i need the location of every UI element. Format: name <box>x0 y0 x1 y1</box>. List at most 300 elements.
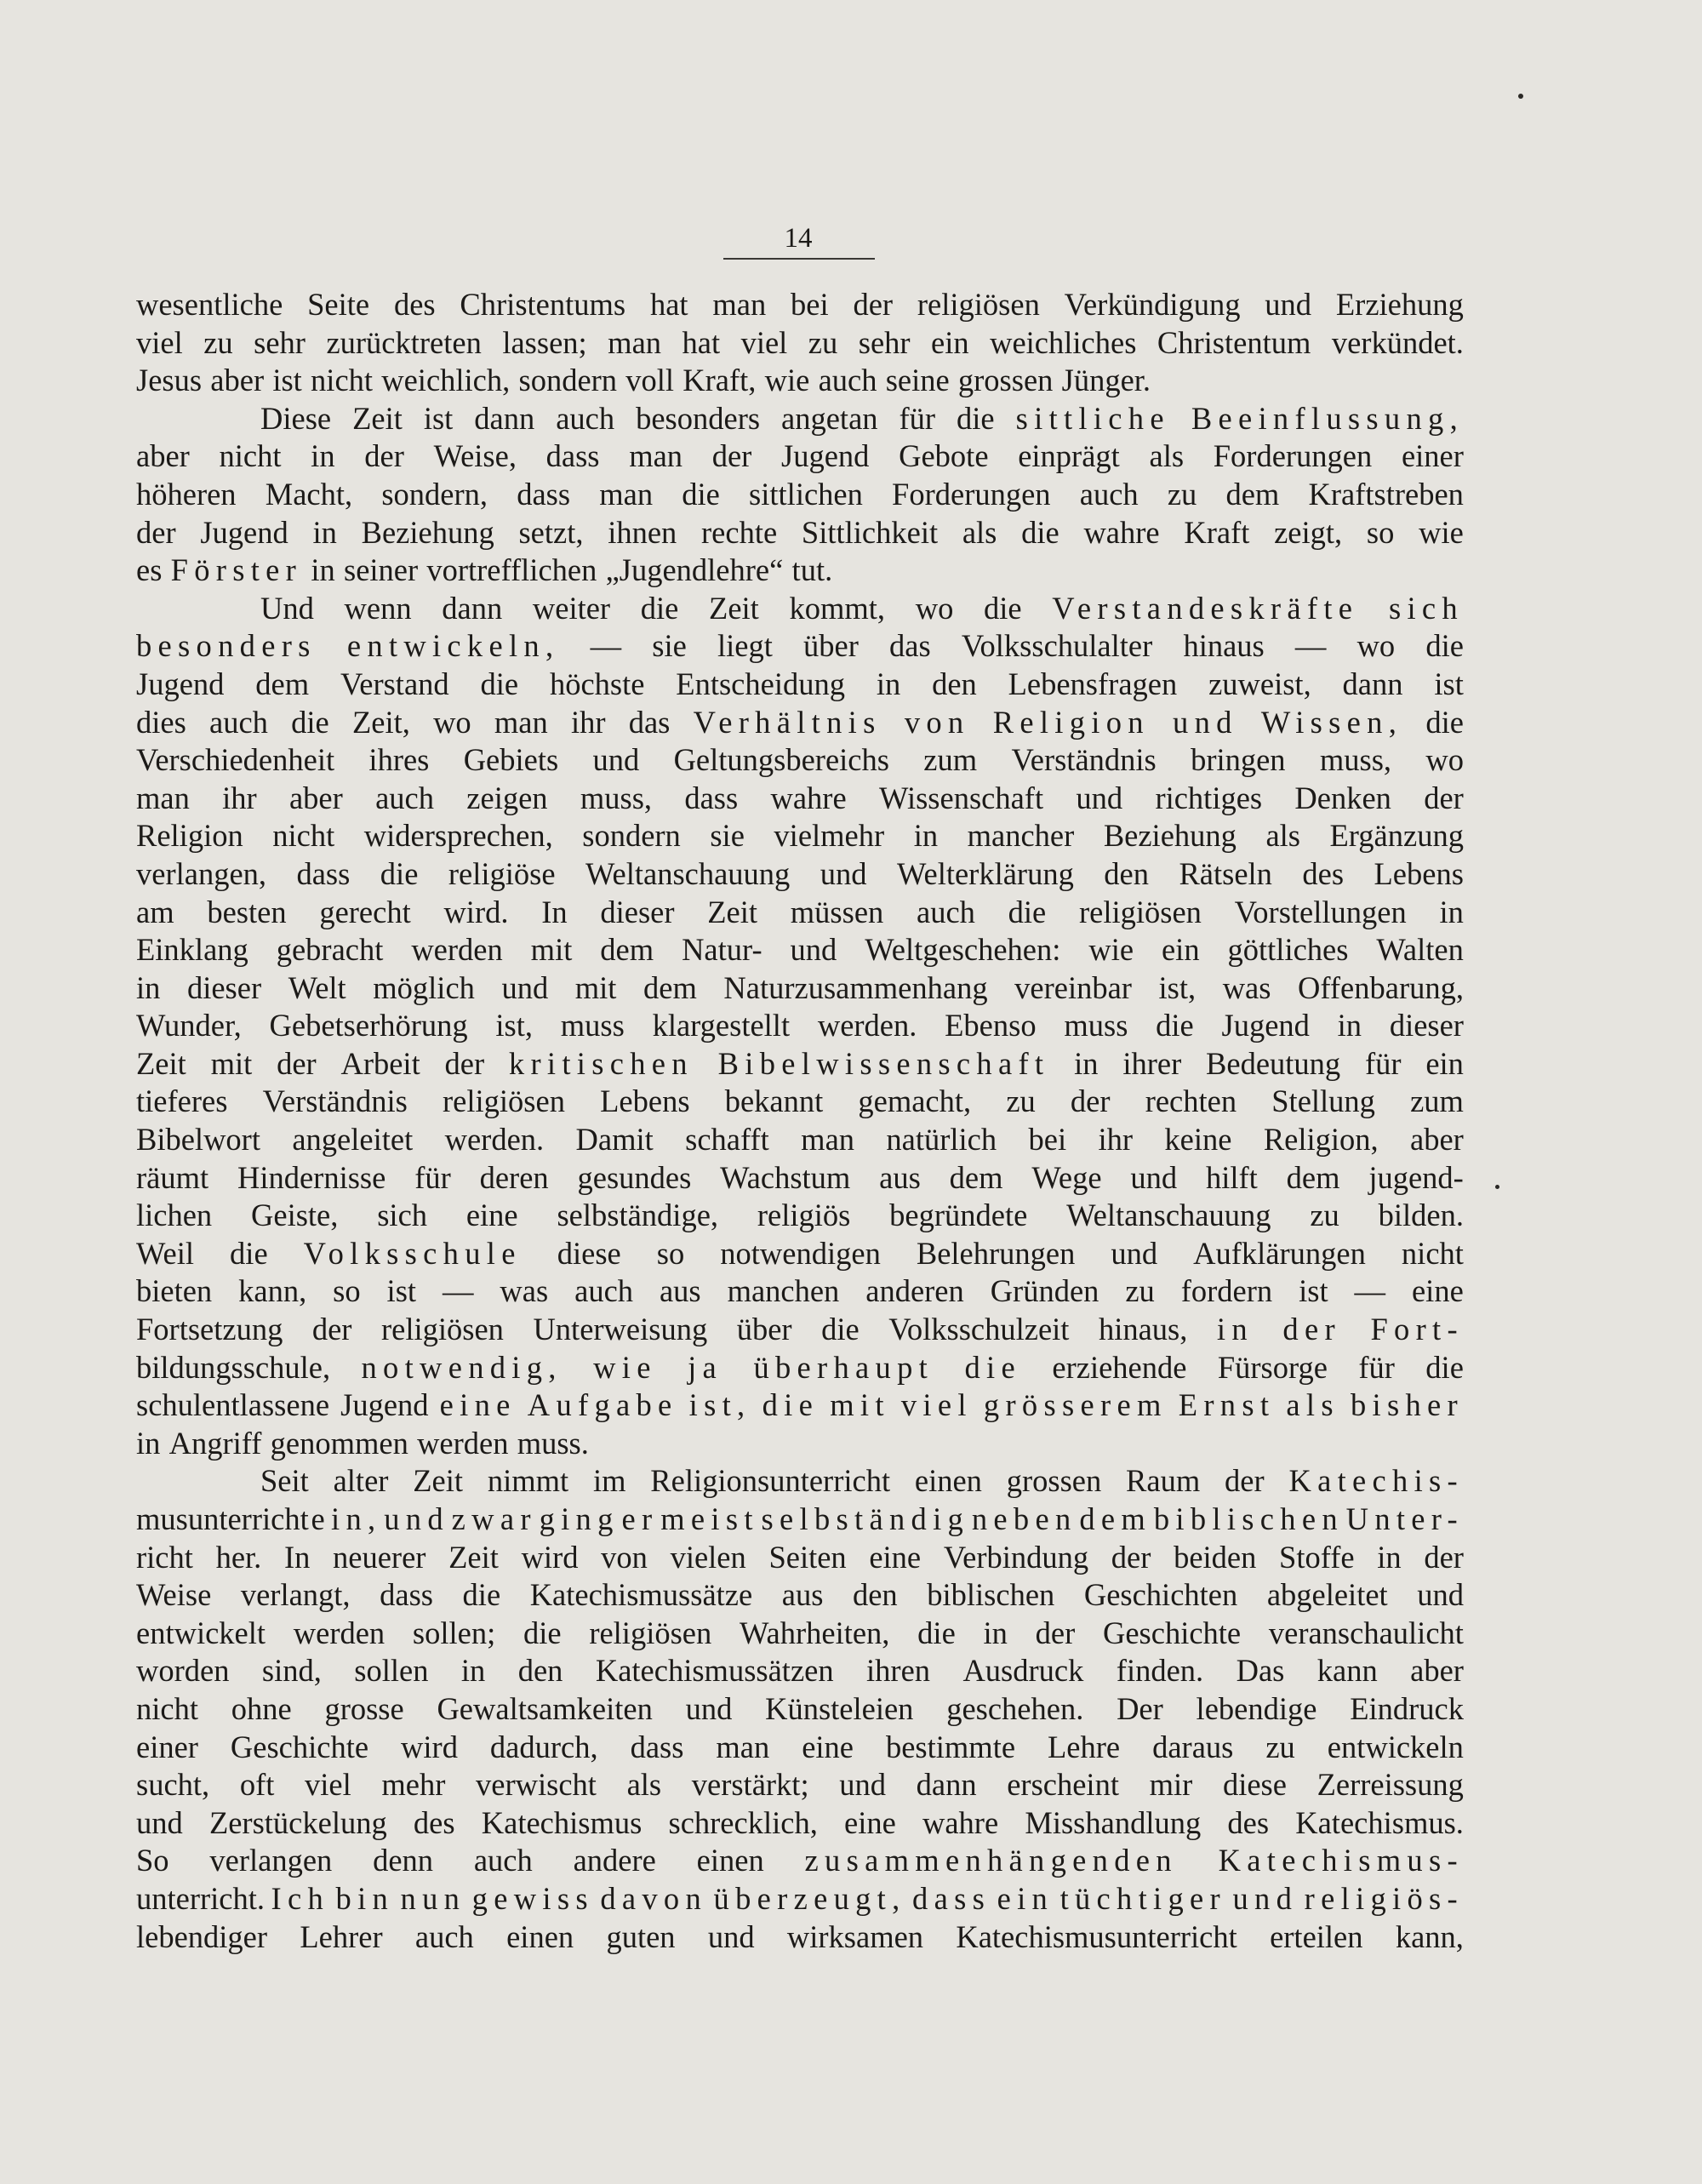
word: Jugend <box>136 666 225 701</box>
word: werden <box>417 1425 509 1461</box>
word: Ebenso <box>945 1008 1037 1043</box>
word: einen <box>506 1918 574 1954</box>
word: hat <box>649 287 688 322</box>
text-line <box>136 894 1464 932</box>
word: göttliches <box>1227 932 1349 968</box>
word: weichliches <box>990 324 1137 360</box>
word: man <box>136 780 190 815</box>
word: Christentums <box>460 287 626 322</box>
word: die <box>380 855 419 891</box>
scan-speck <box>1495 1185 1499 1189</box>
emphasized-word: nun <box>400 1880 466 1916</box>
word: hinaus, <box>1098 1312 1188 1347</box>
word: mancher <box>967 818 1075 854</box>
emphasized-word: notwendig, <box>361 1349 563 1385</box>
word: Weil <box>136 1235 195 1271</box>
emphasized-word: kritischen <box>508 1045 694 1081</box>
word: dass <box>684 780 739 815</box>
text-line <box>136 400 1464 438</box>
word: wahre <box>1083 514 1160 550</box>
emphasized-word: meist <box>660 1501 759 1536</box>
word: und <box>820 855 867 891</box>
word: besten <box>207 894 287 929</box>
word: auch <box>209 704 268 740</box>
word: Kraftstreben <box>1308 476 1464 512</box>
word: grossen <box>957 363 1054 398</box>
word: jugend- <box>1368 1159 1464 1195</box>
word: für <box>1364 1045 1402 1081</box>
word: dem <box>949 1159 1003 1195</box>
text-line <box>136 1121 1464 1159</box>
word: des <box>1302 855 1345 891</box>
text-line <box>136 1690 1464 1729</box>
word: Volksschulalter <box>961 628 1153 664</box>
word: die <box>1425 1349 1464 1385</box>
word: Welt <box>288 969 346 1005</box>
emphasized-word: Katechismus- <box>1218 1843 1464 1878</box>
emphasized-word: Volksschule <box>303 1235 522 1271</box>
word: Katechismus. <box>1295 1804 1464 1840</box>
word: verstärkt; <box>691 1767 809 1803</box>
word: seine <box>885 363 950 398</box>
emphasized-word: zusammenhängenden <box>804 1843 1178 1878</box>
word: keine <box>1164 1122 1232 1158</box>
word: worden <box>136 1653 230 1689</box>
word: Zeit <box>709 590 759 626</box>
word: mehr <box>381 1767 446 1803</box>
word: wirksamen <box>786 1918 924 1954</box>
word: in <box>1377 1539 1402 1575</box>
word: bei <box>791 287 829 322</box>
word: die <box>821 1312 860 1347</box>
word: mit <box>574 969 617 1005</box>
word: wie <box>1419 514 1464 550</box>
word: denn <box>373 1843 434 1878</box>
word: einen <box>914 1463 982 1499</box>
emphasized-word: viel <box>900 1387 973 1423</box>
word: aber <box>288 780 343 815</box>
word: lichen <box>136 1198 213 1233</box>
word: Lebens <box>1374 855 1464 891</box>
word: religiösen <box>443 1083 565 1119</box>
word: Lebens <box>600 1083 690 1119</box>
word: Macht, <box>265 476 353 512</box>
word: dass <box>545 438 600 474</box>
word: der <box>1424 1539 1464 1575</box>
emphasized-word: wie <box>593 1349 657 1385</box>
word: den <box>517 1653 563 1689</box>
word: viel <box>740 324 788 360</box>
text-line <box>136 1197 1464 1235</box>
text-line <box>136 704 1464 742</box>
word: Zeit <box>136 1045 186 1081</box>
text-line <box>136 666 1464 704</box>
word: in <box>460 1653 486 1689</box>
word: Fortsetzung <box>136 1312 283 1347</box>
word: vielen <box>670 1539 746 1575</box>
text-line <box>136 1235 1464 1273</box>
word: alter <box>333 1463 389 1499</box>
word: so <box>333 1273 361 1309</box>
word: die <box>1021 514 1059 550</box>
word: was <box>500 1273 549 1309</box>
text-line <box>136 741 1464 780</box>
word: der <box>444 1045 485 1081</box>
word: im <box>592 1463 626 1499</box>
word: einprägt <box>1018 438 1120 474</box>
word: Hindernisse <box>237 1159 386 1195</box>
word: dass <box>517 476 571 512</box>
word: dann <box>442 590 503 626</box>
word: Zeit <box>707 894 758 929</box>
word: eine <box>869 1539 922 1575</box>
text-line <box>136 1804 1464 1843</box>
word: Gebetserhörung <box>269 1008 468 1043</box>
word: Forderungen <box>892 476 1051 512</box>
word: die <box>682 476 720 512</box>
emphasized-word: ein <box>997 1880 1054 1916</box>
word: man <box>494 704 548 740</box>
emphasized-word: die <box>964 1349 1021 1385</box>
word: sollen <box>354 1653 429 1689</box>
word: Religionsunterricht <box>650 1463 891 1499</box>
word: so <box>1366 514 1395 550</box>
word: begründete <box>889 1198 1028 1233</box>
word: kann, <box>1395 1918 1464 1954</box>
word: tieferes <box>136 1083 228 1119</box>
word: wird <box>401 1729 458 1764</box>
word: eine <box>465 1198 518 1233</box>
word: die <box>1008 894 1047 929</box>
word: angeleitet <box>292 1122 414 1158</box>
word: Geschichte <box>1102 1615 1242 1650</box>
word: aber <box>1410 1653 1464 1689</box>
text-line <box>136 817 1464 855</box>
word: dem <box>255 666 310 701</box>
word: auch <box>574 1273 634 1309</box>
word: und <box>136 1804 183 1840</box>
word: in <box>983 1615 1008 1650</box>
word: Wissenschaft <box>878 780 1044 815</box>
word: Seiten <box>768 1539 847 1575</box>
word: so <box>656 1235 685 1271</box>
word: die <box>984 590 1022 626</box>
word: des <box>413 1804 455 1840</box>
word: zu <box>1006 1083 1036 1119</box>
word: als <box>962 514 997 550</box>
word: aber <box>1410 1122 1464 1158</box>
word: guten <box>606 1918 676 1954</box>
word: tut. <box>791 552 833 588</box>
word: zu <box>1167 476 1197 512</box>
emphasized-word: Verhältnis <box>693 704 882 740</box>
word: Jugend <box>200 514 288 550</box>
word: Seit <box>260 1463 309 1499</box>
text-line <box>136 1349 1464 1387</box>
word: genommen <box>270 1425 408 1461</box>
word: wo <box>433 704 471 740</box>
word: auch <box>414 1918 474 1954</box>
word: Bibelwort <box>136 1122 260 1158</box>
emphasized-word: biblischen <box>1153 1501 1344 1536</box>
text-line <box>136 1880 1464 1918</box>
word: Zerreissung <box>1316 1767 1464 1803</box>
word: Religion <box>136 818 243 854</box>
word: dieser <box>186 969 262 1005</box>
word: In <box>541 894 568 929</box>
word: muss. <box>517 1425 589 1461</box>
word: musunterricht <box>136 1501 309 1536</box>
word: Verstand <box>340 666 449 701</box>
word: dem <box>1286 1159 1340 1195</box>
text-line <box>136 1766 1464 1804</box>
word: Ausdruck <box>962 1653 1084 1689</box>
emphasized-word: Bibelwissenschaft <box>717 1045 1050 1081</box>
text-line <box>136 437 1464 476</box>
text-line <box>136 362 1464 400</box>
word: richtiges <box>1155 780 1263 815</box>
word: Gebote <box>899 438 989 474</box>
word: höchste <box>549 666 645 701</box>
word: wo <box>1425 742 1464 778</box>
word: kommt, <box>789 590 886 626</box>
word: das <box>628 704 671 740</box>
word: in <box>1337 1008 1362 1043</box>
word: zum <box>923 742 978 778</box>
text-line <box>136 1425 1464 1463</box>
word: die <box>462 1577 501 1613</box>
emphasized-word: sittliche <box>1015 400 1170 436</box>
word: religiösen <box>1078 894 1202 929</box>
word: Zeit <box>352 400 403 436</box>
word: zu <box>203 324 233 360</box>
word: Wege <box>1031 1159 1102 1195</box>
word: Geltungsbereichs <box>673 742 889 778</box>
word: muss, <box>580 780 653 815</box>
word: setzt, <box>518 514 584 550</box>
word: abgeleitet <box>1266 1577 1388 1613</box>
word: und <box>790 932 837 968</box>
emphasized-word: selbständig <box>761 1501 970 1536</box>
word: zeigen <box>466 780 548 815</box>
word: in <box>1439 894 1464 929</box>
text-line <box>136 476 1464 514</box>
word: aber <box>210 363 265 398</box>
word: andere <box>573 1843 656 1878</box>
word: religiösen <box>380 1312 504 1347</box>
emphasized-word: der <box>1282 1312 1341 1347</box>
word: man <box>599 476 654 512</box>
text-line <box>136 1386 1464 1425</box>
emphasized-word: dass <box>912 1880 991 1916</box>
word: zu <box>1265 1729 1295 1764</box>
word: kann, <box>238 1273 307 1309</box>
word: Belehrungen <box>916 1235 1076 1271</box>
word: Kraft, <box>683 363 757 398</box>
word: dann <box>1342 666 1403 701</box>
word: auch <box>473 1843 533 1878</box>
emphasized-word: als <box>1286 1387 1339 1423</box>
word: lassen; <box>502 324 587 360</box>
word: Katechismussätze <box>529 1577 753 1613</box>
word: Stellung <box>1271 1083 1375 1119</box>
word: der <box>1225 1463 1265 1499</box>
word: die <box>1425 704 1464 740</box>
word: hilft <box>1205 1159 1258 1195</box>
word: wesentliche <box>136 287 283 322</box>
word: Gebiets <box>463 742 559 778</box>
text-line <box>136 514 1464 552</box>
word: aus <box>659 1273 701 1309</box>
emphasized-word: Fort- <box>1370 1312 1464 1347</box>
word: Der <box>1117 1690 1163 1726</box>
word: religiöse <box>448 855 556 891</box>
word: zeigt, <box>1274 514 1343 550</box>
word: entwickeln <box>1327 1729 1464 1764</box>
word: man <box>712 287 767 322</box>
word: verkündet. <box>1331 324 1464 360</box>
word: angetan <box>781 400 878 436</box>
text-line <box>136 286 1464 324</box>
word: gerecht <box>319 894 411 929</box>
emphasized-word: Ich <box>271 1880 330 1916</box>
word: in <box>136 1425 161 1461</box>
word: grosse <box>324 1690 404 1726</box>
word: in <box>312 514 337 550</box>
text-line <box>136 1842 1464 1880</box>
word: verlangt, <box>240 1577 351 1613</box>
word: Walten <box>1376 932 1464 968</box>
word: dem <box>643 969 697 1005</box>
word: diese <box>557 1235 621 1271</box>
word: bildungsschule, <box>136 1349 331 1385</box>
emphasized-word: und <box>1173 704 1238 740</box>
word: Stoffe <box>1279 1539 1355 1575</box>
word: Kraft <box>1184 514 1250 550</box>
word: ihr <box>222 780 257 815</box>
word: bestimmte <box>885 1729 1016 1764</box>
word: die <box>917 1615 956 1650</box>
word: man <box>716 1729 770 1764</box>
word: Wachstum <box>720 1159 851 1195</box>
word: den <box>932 666 977 701</box>
word: die <box>1156 1008 1194 1043</box>
scan-speck <box>1518 94 1523 99</box>
word: natürlich <box>886 1122 997 1158</box>
word: von <box>601 1539 648 1575</box>
word: ihr <box>1098 1122 1134 1158</box>
word: Ergänzung <box>1329 818 1464 854</box>
emphasized-word: neben <box>971 1501 1077 1536</box>
word: muss <box>560 1008 625 1043</box>
word: mit <box>530 932 573 968</box>
word: ist <box>272 363 302 398</box>
word: dass <box>296 855 351 891</box>
word: Geschichte <box>230 1729 369 1764</box>
word: und <box>1076 780 1123 815</box>
word: biblischen <box>927 1577 1055 1613</box>
word: lebendige <box>1196 1690 1317 1726</box>
word: der <box>1111 1539 1151 1575</box>
word: dem <box>1225 476 1280 512</box>
word: der <box>136 514 176 550</box>
word: — <box>590 628 622 664</box>
word: religiös <box>757 1198 851 1233</box>
word: her. <box>215 1539 262 1575</box>
word: bilden. <box>1378 1198 1464 1233</box>
word: dieser <box>1389 1008 1464 1043</box>
word: der <box>277 1045 317 1081</box>
emphasized-word: besonders <box>136 628 317 664</box>
word: nicht <box>311 363 374 398</box>
word: einen <box>696 1843 764 1878</box>
word: dem <box>600 932 654 968</box>
page-number: 14 <box>784 223 813 254</box>
word: dann <box>916 1767 977 1803</box>
emphasized-word: und <box>1232 1880 1299 1916</box>
text-line <box>136 1462 1464 1501</box>
word: finden. <box>1116 1653 1204 1689</box>
word: wird <box>521 1539 579 1575</box>
word: Natur- <box>682 932 762 968</box>
word: Verbindung <box>943 1539 1089 1575</box>
emphasized-word: überhaupt <box>753 1349 934 1385</box>
word: Weltanschauung <box>585 855 791 891</box>
word: und <box>1130 1159 1178 1195</box>
emphasized-word: tüchtiger <box>1059 1880 1226 1916</box>
word: anderen <box>865 1273 964 1309</box>
word: eine <box>802 1729 854 1764</box>
emphasized-word: zwar <box>451 1501 537 1536</box>
word: veranschaulicht <box>1268 1615 1464 1650</box>
word: rechte <box>701 514 778 550</box>
word: und <box>501 969 549 1005</box>
word: die <box>480 666 519 701</box>
emphasized-word: von <box>904 704 970 740</box>
word: der <box>853 287 894 322</box>
word: Verständnis <box>1011 742 1157 778</box>
emphasized-word: Unter- <box>1345 1501 1464 1536</box>
word: notwendigen <box>720 1235 881 1271</box>
emphasized-word: entwickeln, <box>346 628 560 664</box>
word: verlangen, <box>136 855 267 891</box>
word: sondern, <box>381 476 488 512</box>
word: ihres <box>368 742 430 778</box>
emphasized-word: mit <box>830 1387 890 1423</box>
word: nimmt <box>487 1463 569 1499</box>
word: Naturzusammenhang <box>723 969 988 1005</box>
word: wie <box>1088 932 1134 968</box>
word: in <box>136 969 161 1005</box>
emphasized-word: eine <box>439 1387 517 1423</box>
word: aus <box>781 1577 824 1613</box>
word: Zeit <box>448 1539 499 1575</box>
text-line <box>136 780 1464 818</box>
text-line <box>136 1311 1464 1349</box>
word: Bedeutung <box>1206 1045 1341 1081</box>
text-line <box>136 1007 1464 1045</box>
word: man <box>801 1122 855 1158</box>
word: Denken <box>1294 780 1391 815</box>
word: Lehre <box>1048 1729 1121 1764</box>
word: bringen <box>1191 742 1286 778</box>
word: nicht <box>136 1690 198 1726</box>
word: diese <box>1222 1767 1287 1803</box>
word: Vorstellungen <box>1234 894 1407 929</box>
word: bekannt <box>724 1083 824 1119</box>
text-line <box>136 1729 1464 1767</box>
word: man <box>629 438 683 474</box>
